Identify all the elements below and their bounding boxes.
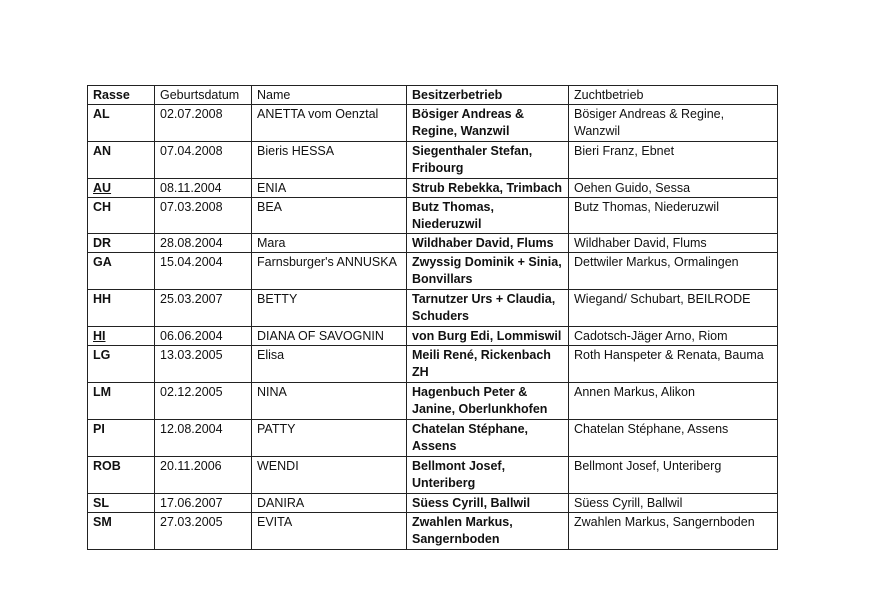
cell-name: EVITA <box>252 513 407 550</box>
cell-rasse: DR <box>88 234 155 253</box>
cell-geburtsdatum: 27.03.2005 <box>155 513 252 550</box>
cell-name: DANIRA <box>252 494 407 513</box>
table-row <box>88 457 778 494</box>
cell-besitzerbetrieb: Wildhaber David, Flums <box>407 234 569 253</box>
cell-besitzerbetrieb: Zwahlen Markus, Sangernboden <box>407 513 569 550</box>
table-header-row <box>88 86 778 105</box>
breed-table <box>87 85 778 550</box>
cell-besitzerbetrieb: Hagenbuch Peter & Janine, Oberlunkhofen <box>407 383 569 420</box>
cell-besitzerbetrieb: Bösiger Andreas & Regine, Wanzwil <box>407 105 569 142</box>
cell-zuchtbetrieb: Cadotsch-Jäger Arno, Riom <box>569 327 778 346</box>
header-geburtsdatum: Geburtsdatum <box>155 86 252 105</box>
table-row <box>88 142 778 179</box>
header-besitzerbetrieb: Besitzerbetrieb <box>407 86 569 105</box>
cell-geburtsdatum: 07.04.2008 <box>155 142 252 179</box>
cell-name: ANETTA vom Oenztal <box>252 105 407 142</box>
table-row <box>88 234 778 253</box>
table-row <box>88 198 778 234</box>
cell-geburtsdatum: 02.12.2005 <box>155 383 252 420</box>
cell-rasse: LM <box>88 383 155 420</box>
header-rasse: Rasse <box>88 86 155 105</box>
cell-zuchtbetrieb: Annen Markus, Alikon <box>569 383 778 420</box>
cell-geburtsdatum: 28.08.2004 <box>155 234 252 253</box>
cell-besitzerbetrieb: Butz Thomas, Niederuzwil <box>407 198 569 234</box>
cell-zuchtbetrieb: Wildhaber David, Flums <box>569 234 778 253</box>
cell-rasse: AL <box>88 105 155 142</box>
cell-zuchtbetrieb: Chatelan Stéphane, Assens <box>569 420 778 457</box>
cell-rasse: HH <box>88 290 155 327</box>
cell-geburtsdatum: 06.06.2004 <box>155 327 252 346</box>
cell-rasse: CH <box>88 198 155 234</box>
table-row <box>88 105 778 142</box>
cell-besitzerbetrieb: Bellmont Josef, Unteriberg <box>407 457 569 494</box>
cell-name: PATTY <box>252 420 407 457</box>
cell-rasse: HI <box>88 327 155 346</box>
cell-name: BEA <box>252 198 407 234</box>
cell-zuchtbetrieb: Oehen Guido, Sessa <box>569 179 778 198</box>
cell-geburtsdatum: 07.03.2008 <box>155 198 252 234</box>
header-zuchtbetrieb: Zuchtbetrieb <box>569 86 778 105</box>
cell-name: Bieris HESSA <box>252 142 407 179</box>
cell-zuchtbetrieb: Bösiger Andreas & Regine, Wanzwil <box>569 105 778 142</box>
cell-name: WENDI <box>252 457 407 494</box>
cell-geburtsdatum: 20.11.2006 <box>155 457 252 494</box>
cell-geburtsdatum: 17.06.2007 <box>155 494 252 513</box>
cell-besitzerbetrieb: Meili René, Rickenbach ZH <box>407 346 569 383</box>
cell-rasse: PI <box>88 420 155 457</box>
cell-geburtsdatum: 12.08.2004 <box>155 420 252 457</box>
cell-besitzerbetrieb: Chatelan Stéphane, Assens <box>407 420 569 457</box>
cell-rasse: SL <box>88 494 155 513</box>
table-row <box>88 253 778 290</box>
cell-zuchtbetrieb: Bellmont Josef, Unteriberg <box>569 457 778 494</box>
cell-name: BETTY <box>252 290 407 327</box>
table-row <box>88 179 778 198</box>
cell-name: Mara <box>252 234 407 253</box>
cell-zuchtbetrieb: Roth Hanspeter & Renata, Bauma <box>569 346 778 383</box>
cell-rasse: AN <box>88 142 155 179</box>
cell-zuchtbetrieb: Wiegand/ Schubart, BEILRODE <box>569 290 778 327</box>
cell-rasse: GA <box>88 253 155 290</box>
cell-geburtsdatum: 25.03.2007 <box>155 290 252 327</box>
cell-zuchtbetrieb: Dettwiler Markus, Ormalingen <box>569 253 778 290</box>
table-row <box>88 494 778 513</box>
cell-name: Farnsburger's ANNUSKA <box>252 253 407 290</box>
cell-geburtsdatum: 02.07.2008 <box>155 105 252 142</box>
cell-geburtsdatum: 15.04.2004 <box>155 253 252 290</box>
cell-name: Elisa <box>252 346 407 383</box>
table-row <box>88 346 778 383</box>
cell-besitzerbetrieb: Tarnutzer Urs + Claudia, Schuders <box>407 290 569 327</box>
table-row <box>88 420 778 457</box>
table-row <box>88 327 778 346</box>
table-row <box>88 290 778 327</box>
cell-rasse: LG <box>88 346 155 383</box>
cell-zuchtbetrieb: Zwahlen Markus, Sangernboden <box>569 513 778 550</box>
table-row <box>88 383 778 420</box>
cell-name: ENIA <box>252 179 407 198</box>
cell-name: DIANA OF SAVOGNIN <box>252 327 407 346</box>
cell-besitzerbetrieb: Siegenthaler Stefan, Fribourg <box>407 142 569 179</box>
cell-zuchtbetrieb: Süess Cyrill, Ballwil <box>569 494 778 513</box>
cell-rasse: AU <box>88 179 155 198</box>
cell-geburtsdatum: 13.03.2005 <box>155 346 252 383</box>
cell-name: NINA <box>252 383 407 420</box>
cell-zuchtbetrieb: Butz Thomas, Niederuzwil <box>569 198 778 234</box>
cell-besitzerbetrieb: von Burg Edi, Lommiswil <box>407 327 569 346</box>
cell-besitzerbetrieb: Süess Cyrill, Ballwil <box>407 494 569 513</box>
breed-table-container <box>87 85 777 550</box>
cell-rasse: ROB <box>88 457 155 494</box>
cell-geburtsdatum: 08.11.2004 <box>155 179 252 198</box>
cell-besitzerbetrieb: Strub Rebekka, Trimbach <box>407 179 569 198</box>
cell-besitzerbetrieb: Zwyssig Dominik + Sinia, Bonvillars <box>407 253 569 290</box>
cell-rasse: SM <box>88 513 155 550</box>
cell-zuchtbetrieb: Bieri Franz, Ebnet <box>569 142 778 179</box>
header-name: Name <box>252 86 407 105</box>
table-row <box>88 513 778 550</box>
